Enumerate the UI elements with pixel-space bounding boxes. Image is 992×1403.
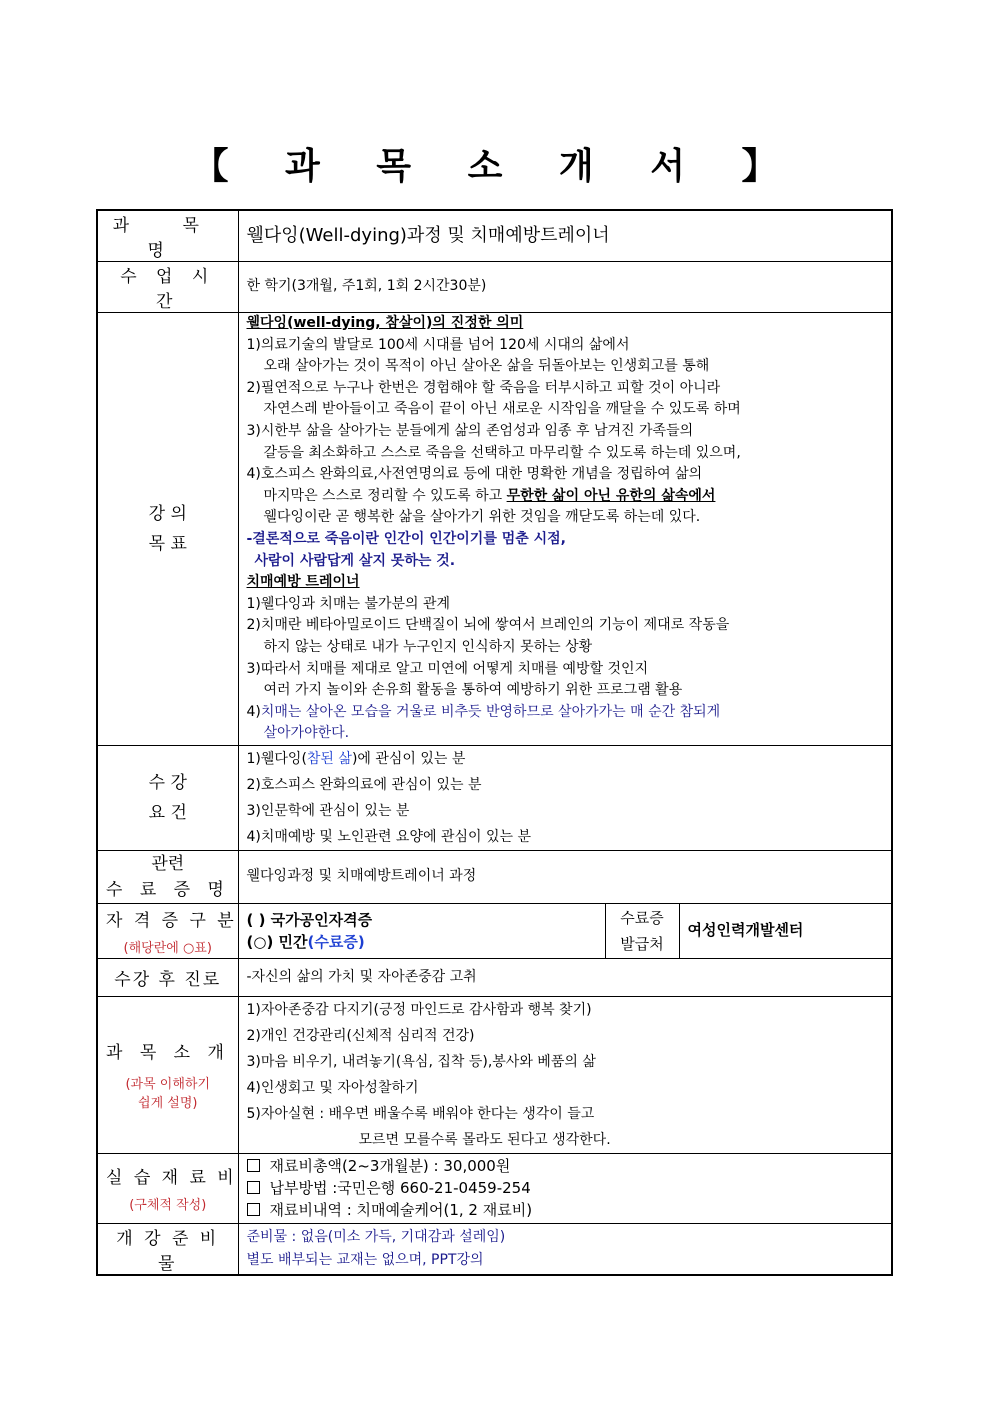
- objective-item: 자연스레 받아들이고 죽음이 끝이 아닌 새로운 시작임을 깨달을 수 있도록 하며: [263, 401, 741, 418]
- objective-item: 3)시한부 삶을 살아가는 분들에게 삶의 존엄성과 임종 후 남겨진 가족들의: [246, 422, 694, 439]
- objectives-conclusion: 사람이 사람답게 살지 못하는 것.: [254, 552, 456, 569]
- qualification-options: [238, 903, 605, 958]
- prep-item: 별도 배부되는 교재는 없으며, PPT강의: [246, 1252, 484, 1269]
- objectives-heading-welldying: 웰다잉(well-dying, 참살이)의 진정한 의미: [246, 315, 524, 331]
- materials-label: [97, 1153, 238, 1223]
- requirements-label-1: 수 강: [148, 772, 187, 793]
- row-prep: [97, 1223, 892, 1275]
- requirement-item: 2)호스피스 완화의료에 관심이 있는 분: [246, 776, 482, 793]
- dementia-item: 여러 가지 놀이와 손유희 활동을 통하여 예방하기 위한 프로그램 활용: [263, 682, 683, 699]
- materials-item-text: 납부방법 :국민은행 660-21-0459-254: [269, 1179, 531, 1198]
- materials-sublabel: (구체적 작성): [129, 1198, 207, 1214]
- materials-content: [238, 1153, 892, 1223]
- requirements-label-2: 요 건: [148, 802, 187, 823]
- materials-item: [247, 1199, 884, 1221]
- row-objectives: [97, 313, 892, 746]
- objectives-heading-dementia: 치매예방 트레이너: [246, 574, 360, 591]
- materials-item: [247, 1177, 884, 1199]
- certificate-label: [97, 850, 238, 903]
- intro-sublabel-2: 쉽게 설명): [138, 1096, 198, 1112]
- course-intro-table: [96, 209, 893, 1276]
- row-intro: [97, 996, 892, 1153]
- row-requirements: [97, 745, 892, 850]
- duration-value: 한 학기(3개월, 주1회, 1회 2시간30분): [238, 262, 892, 313]
- qualification-option-text: (○) 민간: [246, 932, 308, 951]
- materials-item-text: 재료비내역 : 치매예술케어(1, 2 재료비): [269, 1201, 533, 1220]
- checkbox-icon: [247, 1203, 260, 1216]
- requirements-label: [97, 745, 238, 850]
- course-name-value: 웰다잉(Well-dying)과정 및 치매예방트레이너: [238, 210, 892, 262]
- intro-item: 1)자아존중감 다지기(긍정 마인드로 감사함과 행복 찾기): [246, 1001, 592, 1018]
- checkbox-icon: [247, 1159, 260, 1172]
- qualification-label: [97, 903, 238, 958]
- intro-label: [97, 996, 238, 1153]
- objective-item: 2)필연적으로 누구나 한번은 경험해야 할 죽음을 터부시하고 피할 것이 아니라: [246, 379, 721, 396]
- certificate-label-1: 관련: [151, 853, 185, 874]
- intro-item: 3)마음 비우기, 내려놓기(욕심, 집착 등),봉사와 베품의 삶: [246, 1053, 596, 1070]
- objectives-content: [238, 313, 892, 746]
- materials-item-text: 재료비총액(2~3개월분) : 30,000원: [269, 1157, 511, 1176]
- issuer-label-2: 발급처: [620, 934, 664, 953]
- requirement-item: 4)치매예방 및 노인관련 요양에 관심이 있는 분: [246, 828, 532, 845]
- career-label: 수강 후 진로: [97, 958, 238, 996]
- qualification-option-national: ( ) 국가공인자격증: [246, 910, 373, 929]
- prep-content: [238, 1223, 892, 1275]
- dementia-item: 2)치매란 베타아밀로이드 단백질이 뇌에 쌓여서 브레인의 기능이 제대로 작동을: [246, 617, 730, 634]
- objective-item: 1)의료기술의 발달로 100세 시대를 넘어 120세 시대의 삶에서: [246, 336, 630, 353]
- intro-item: 5)자아실현 : 배우면 배울수록 배워야 한다는 생각이 들고: [246, 1105, 595, 1122]
- objectives-label: [97, 313, 238, 746]
- career-value: -자신의 삶의 가치 및 자아존중감 고취: [238, 958, 892, 996]
- course-name-label: 과 목 명: [97, 210, 238, 262]
- objectives-label-2: 목 표: [148, 533, 187, 554]
- row-career: [97, 958, 892, 996]
- intro-content: [238, 996, 892, 1153]
- row-qualification: [97, 903, 892, 958]
- objective-item: [247, 486, 884, 508]
- qualification-option-private: [247, 931, 597, 953]
- row-duration: [97, 262, 892, 313]
- checkbox-icon: [247, 1181, 260, 1194]
- objectives-conclusion: -결론적으로 죽음이란 인간이 인간이기를 멈춘 시점,: [246, 530, 567, 547]
- row-course-name: [97, 210, 892, 262]
- intro-item: 2)개인 건강관리(신체적 심리적 건강): [246, 1027, 475, 1044]
- certificate-value: 웰다잉과정 및 치매예방트레이너 과정: [238, 850, 892, 903]
- requirement-item: 3)인문학에 관심이 있는 분: [246, 802, 410, 819]
- row-materials: [97, 1153, 892, 1223]
- dementia-item: 1)웰다잉과 치매는 불가분의 관계: [246, 595, 451, 612]
- materials-label-text: 실 습 재 료 비: [106, 1168, 237, 1189]
- intro-sublabel-1: (과목 이해하기: [125, 1077, 211, 1093]
- row-certificate: [97, 850, 892, 903]
- requirement-text: 1)웰다잉(: [246, 750, 307, 767]
- materials-item: [247, 1155, 884, 1177]
- dementia-item: 하지 않는 상태로 내가 누구인지 인식하지 못하는 상황: [263, 638, 593, 655]
- qualification-option-emphasis: (수료증): [307, 932, 365, 951]
- intro-item: 모르면 모를수록 몰라도 된다고 생각한다.: [358, 1131, 611, 1148]
- objectives-label-1: 강 의: [148, 503, 187, 524]
- duration-label: 수 업 시 간: [97, 262, 238, 313]
- dementia-item: 살아가야한다.: [263, 725, 350, 742]
- requirement-item: [247, 746, 884, 772]
- objective-emphasis: 무한한 삶이 아닌 유한의 삶속에서: [506, 487, 716, 504]
- issuer-label: [605, 903, 679, 958]
- intro-label-text: 과 목 소 개: [106, 1043, 230, 1064]
- qualification-label-text: 자 격 증 구 분: [106, 910, 237, 931]
- qualification-sublabel: (해당란에 ○표): [123, 940, 212, 956]
- document-title: 【 과 목 소 개 서 】: [192, 146, 800, 187]
- dementia-item-number: 4): [246, 703, 261, 720]
- dementia-item-emphasis: 치매는 살아온 모습을 거울로 비추듯 반영하므로 살아가가는 매 순간 참되게: [260, 703, 721, 720]
- intro-item: 4)인생회고 및 자아성찰하기: [246, 1079, 419, 1096]
- prep-label: 개 강 준 비 물: [97, 1223, 238, 1275]
- dementia-item: 3)따라서 치매를 제대로 알고 미연에 어떻게 치매를 예방할 것인지: [246, 660, 649, 677]
- requirements-content: [238, 745, 892, 850]
- objective-item: 4)호스피스 완화의료,사전연명의료 등에 대한 명확한 개념을 정립하여 삶의: [246, 466, 703, 483]
- dementia-item: [247, 702, 884, 724]
- objective-item-text: 마지막은 스스로 정리할 수 있도록 하고: [263, 487, 507, 504]
- certificate-label-2: 수 료 증 명: [106, 879, 230, 900]
- issuer-label-1: 수료증: [620, 908, 664, 927]
- objective-item: 갈등을 최소화하고 스스로 죽음을 선택하고 마무리할 수 있도록 하는데 있으며,: [263, 444, 741, 461]
- requirement-emphasis: 참된 삶: [306, 750, 352, 767]
- objective-item: 웰다잉이란 곧 행복한 삶을 살아가기 위한 것임을 깨닫도록 하는데 있다.: [263, 509, 701, 526]
- issuer-value: 여성인력개발센터: [679, 903, 892, 958]
- requirement-text: )에 관심이 있는 분: [351, 750, 466, 767]
- objective-item: 오래 살아가는 것이 목적이 아닌 살아온 삶을 뒤돌아보는 인생회고를 통해: [263, 358, 710, 375]
- prep-item: 준비물 : 없음(미소 가득, 기대감과 설레임): [246, 1229, 506, 1246]
